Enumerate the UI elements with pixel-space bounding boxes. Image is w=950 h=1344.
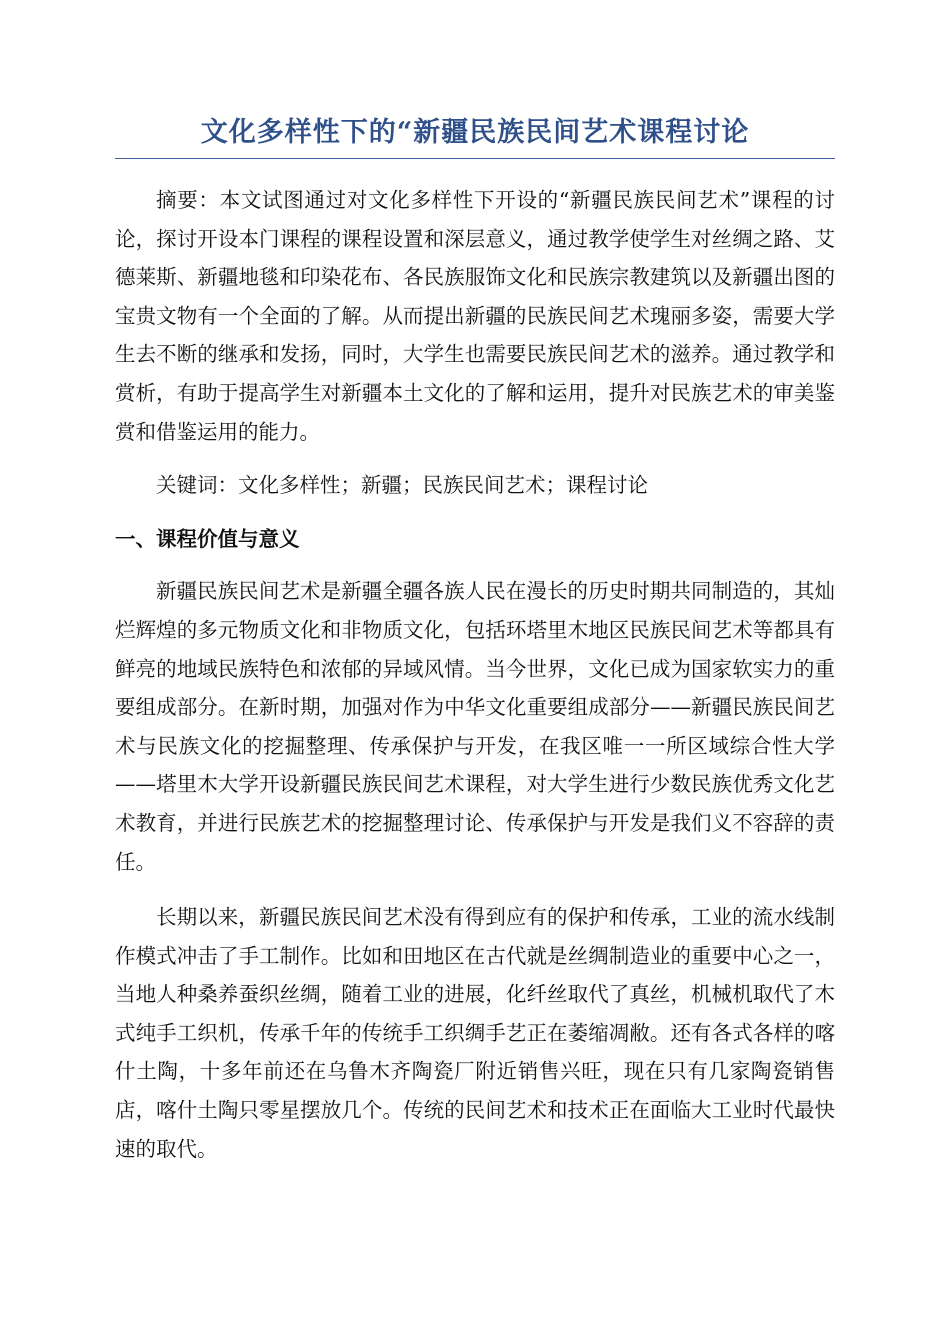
- abstract-paragraph: 摘要：本文试图通过对文化多样性下开设的“新疆民族民间艺术”课程的讨论，探讨开设本门课程的课程设置和深层意义，通过教学使学生对丝绸之路、艾德莱斯、新疆地毯和印染花布、各民族服饰文化和民族宗教建筑以及新疆出图的宝贵文物有一个全面的了解。从而提出新疆的民族民间艺术瑰丽多姿，需要大学生去不断的继承和发扬，同时，大学生也需要民族民间艺术的滋养。通过教学和赏析，有助于提高学生对新疆本土文化的了解和运用，提升对民族艺术的审美鉴赏和借鉴运用的能力。: [115, 188, 835, 444]
- body-paragraph-2: 长期以来，新疆民族民间艺术没有得到应有的保护和传承，工业的流水线制作模式冲击了手工制作。比如和田地区在古代就是丝绸制造业的重要中心之一，当地人种桑养蚕织丝绸，随着工业的进展，化纤丝取代了真丝，机械机取代了木式纯手工织机，传承千年的传统手工织绸手艺正在萎缩凋敝。还有各式各样的喀什土陶，十多年前还在乌鲁木齐陶瓷厂附近销售兴旺，现在只有几家陶瓷销售店，喀什土陶只零星摆放几个。传统的民间艺术和技术正在面临大工业时代最快速的取代。: [115, 905, 835, 1161]
- keywords-line: 关键词：文化多样性；新疆；民族民间艺术；课程讨论: [156, 473, 648, 498]
- document-page: [115, 110, 835, 1168]
- body-paragraph-1: 新疆民族民间艺术是新疆全疆各族人民在漫长的历史时期共同制造的，其灿烂辉煌的多元物质文化和非物质文化，包括环塔里木地区民族民间艺术等都具有鲜亮的地域民族特色和浓郁的异域风情。当今世界，文化已成为国家软实力的重要组成部分。在新时期，加强对作为中华文化重要组成部分——新疆民族民间艺术与民族文化的挖掘整理、传承保护与开发，在我区唯一一所区域综合性大学——塔里木大学开设新疆民族民间艺术课程，对大学生进行少数民族优秀文化艺术教育，并进行民族艺术的挖掘整理讨论、传承保护与开发是我们义不容辞的责任。: [115, 579, 835, 874]
- section-heading: 一、课程价值与意义: [115, 526, 300, 551]
- document-title: 文化多样性下的“新疆民族民间艺术课程讨论: [115, 110, 835, 159]
